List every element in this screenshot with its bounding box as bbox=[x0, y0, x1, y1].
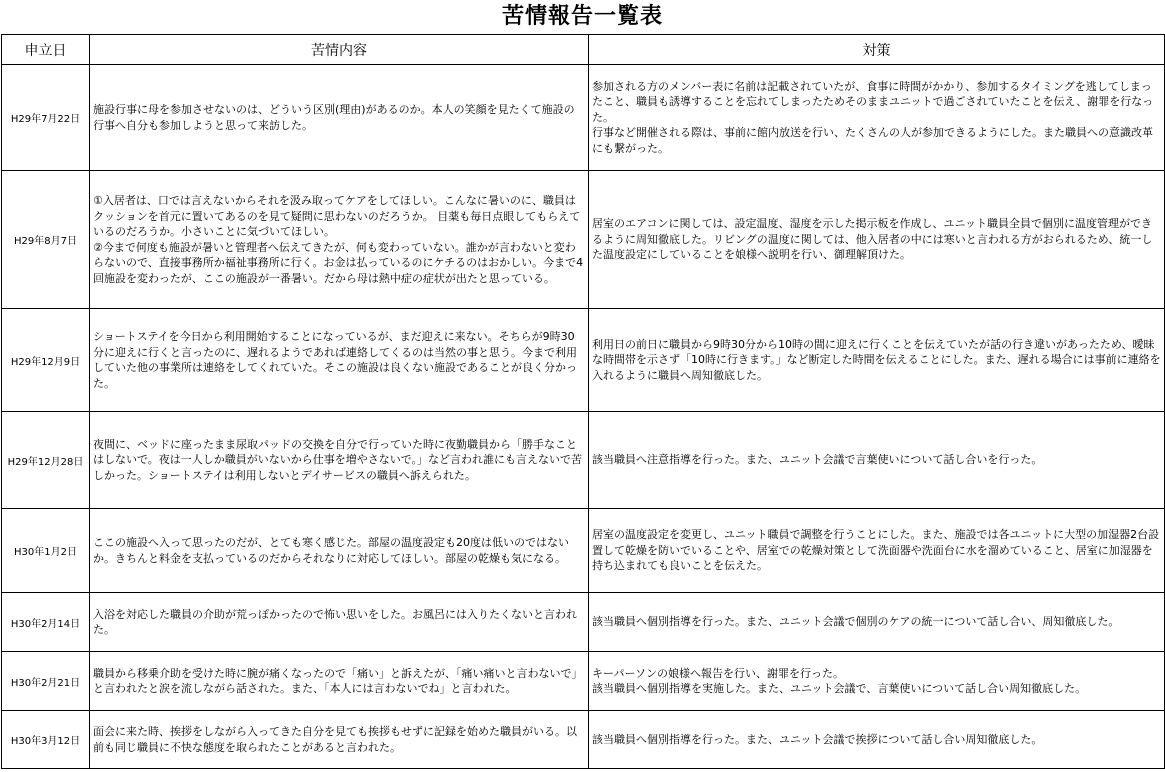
row-measure: キーパーソンの娘様へ報告を行い、謝罪を行った。 該当職員へ個別指導を実施した。また、ユニット会議で、言葉使いについて話し合い周知徹底した。 bbox=[589, 652, 1165, 711]
table-row bbox=[2, 65, 1165, 171]
row-complaint: ここの施設へ入って思ったのだが、とても寒く感じた。部屋の温度設定も20度は低いのではないか。きちんと料金を支払っているのだからそれなりに対応してほしい。部屋の乾燥も気になる。 bbox=[90, 509, 589, 593]
row-complaint: 入浴を対応した職員の介助が荒っぽかったので怖い思いをした。お風呂には入りたくないと言われた。 bbox=[90, 593, 589, 652]
row-complaint: ショートステイを今日から利用開始することになっているが、まだ迎えに来ない。そちらが9時30分に迎えに行くと言ったのに、遅れるようであれば連絡してくるのは当然の事と思う。今まで利用していた他の事業所は連絡をしてくれていた。そこの施設は良くない施設であることが良く分かった。 bbox=[90, 309, 589, 412]
row-complaint: 職員から移乗介助を受けた時に腕が痛くなったので「痛い」と訴えたが、「痛い痛いと言わないで」と言われたと涙を流しながら話された。また、「本人には言わないでね」と言われた。 bbox=[90, 652, 589, 711]
row-measure: 居室のエアコンに関しては、設定温度、湿度を示した掲示板を作成し、ユニット職員全員で個別に温度管理ができるように周知徹底した。リビングの温度に関しては、他入居者の中には寒いと言われる方がおられるため、統一した温度設定にしていることを娘様へ説明を行い、御理解頂けた。 bbox=[589, 171, 1165, 309]
row-complaint: 夜間に、ベッドに座ったまま尿取パッドの交換を自分で行っていた時に夜勤職員から「勝手なことはしないで。夜は一人しか職員がいないから仕事を増やさないで。」など言われ誰にも言えないで苦しかった。ショートステイは利用しないとデイサービスの職員へ訴えられた。 bbox=[90, 412, 589, 509]
row-date: H29年12月28日 bbox=[2, 412, 90, 509]
row-measure: 利用日の前日に職員から9時30分から10時の間に迎えに行くことを伝えていたが話の行き違いがあったため、曖昧な時間帯を示さず「10時に行きます。」など断定した時間を伝えることにした。また、遅れる場合には事前に連絡を入れるように職員へ周知徹底した。 bbox=[589, 309, 1165, 412]
row-date: H30年2月21日 bbox=[2, 652, 90, 711]
row-complaint: ①入居者は、口では言えないからそれを汲み取ってケアをしてほしい。こんなに暑いのに、職員はクッションを首元に置いてあるのを見て疑問に思わないのだろうか。 目薬も毎日点眼してもらえているのだろうか。小さいことに気づいてほしい。 ②今まで何度も施設が暑いと管理者へ伝えてきたが、何も変わっていない。誰かが言わないと変わらないので、直接事務所か福祉事務所に行く。お金は払っているのにケチるのはおかしい。今まで4回施設を変わったが、ここの施設が一番暑い。だから母は熱中症の症状が出たと思っている。 bbox=[90, 171, 589, 309]
row-date: H29年7月22日 bbox=[2, 65, 90, 171]
table-row bbox=[2, 171, 1165, 309]
row-date: H30年2月14日 bbox=[2, 593, 90, 652]
header-date: 申立日 bbox=[2, 35, 90, 65]
row-measure: 参加される方のメンバー表に名前は記載されていたが、食事に時間がかかり、参加するタイミングを逃してしまったこと、職員も誘導することを忘れてしまったためそのままユニットで過ごされていたことを伝え、謝罪を行なった。 行事など開催される際は、事前に館内放送を行い、たくさんの人が参加できるようにした。また職員への意識改革にも繋がった。 bbox=[589, 65, 1165, 171]
row-measure: 該当職員へ個別指導を行った。また、ユニット会議で挨拶について話し合い周知徹底した。 bbox=[589, 711, 1165, 769]
header-complaint: 苦情内容 bbox=[90, 35, 589, 65]
row-date: H30年1月2日 bbox=[2, 509, 90, 593]
row-measure: 該当職員へ個別指導を行った。また、ユニット会議で個別のケアの統一について話し合い、周知徹底した。 bbox=[589, 593, 1165, 652]
row-date: H29年12月9日 bbox=[2, 309, 90, 412]
table-row bbox=[2, 509, 1165, 593]
header-measure: 対策 bbox=[589, 35, 1165, 65]
row-complaint: 面会に来た時、挨拶をしながら入ってきた自分を見ても挨拶もせずに記録を始めた職員がいる。以前も同じ職員に不快な態度を取られたことがあると言われた。 bbox=[90, 711, 589, 769]
row-complaint: 施設行事に母を参加させないのは、どういう区別(理由)があるのか。本人の笑顔を見たくて施設の行事へ自分も参加しようと思って来訪した。 bbox=[90, 65, 589, 171]
header-row bbox=[2, 35, 1165, 65]
table-row bbox=[2, 593, 1165, 652]
row-date: H30年3月12日 bbox=[2, 711, 90, 769]
table-row bbox=[2, 309, 1165, 412]
complaint-table bbox=[1, 34, 1165, 769]
table-row bbox=[2, 652, 1165, 711]
row-measure: 居室の温度設定を変更し、ユニット職員で調整を行うことにした。また、施設では各ユニットに大型の加湿器2台設置して乾燥を防いでいることや、居室での乾燥対策として洗面器や洗面台に水を溜めていること、居室に加湿器を持ち込まれても良いことを伝えた。 bbox=[589, 509, 1165, 593]
report-title: 苦情報告一覧表 bbox=[501, 4, 663, 29]
table-row bbox=[2, 711, 1165, 769]
table-row bbox=[2, 412, 1165, 509]
row-measure: 該当職員へ注意指導を行った。また、ユニット会議で言葉使いについて話し合いを行った。 bbox=[589, 412, 1165, 509]
row-date: H29年8月7日 bbox=[2, 171, 90, 309]
